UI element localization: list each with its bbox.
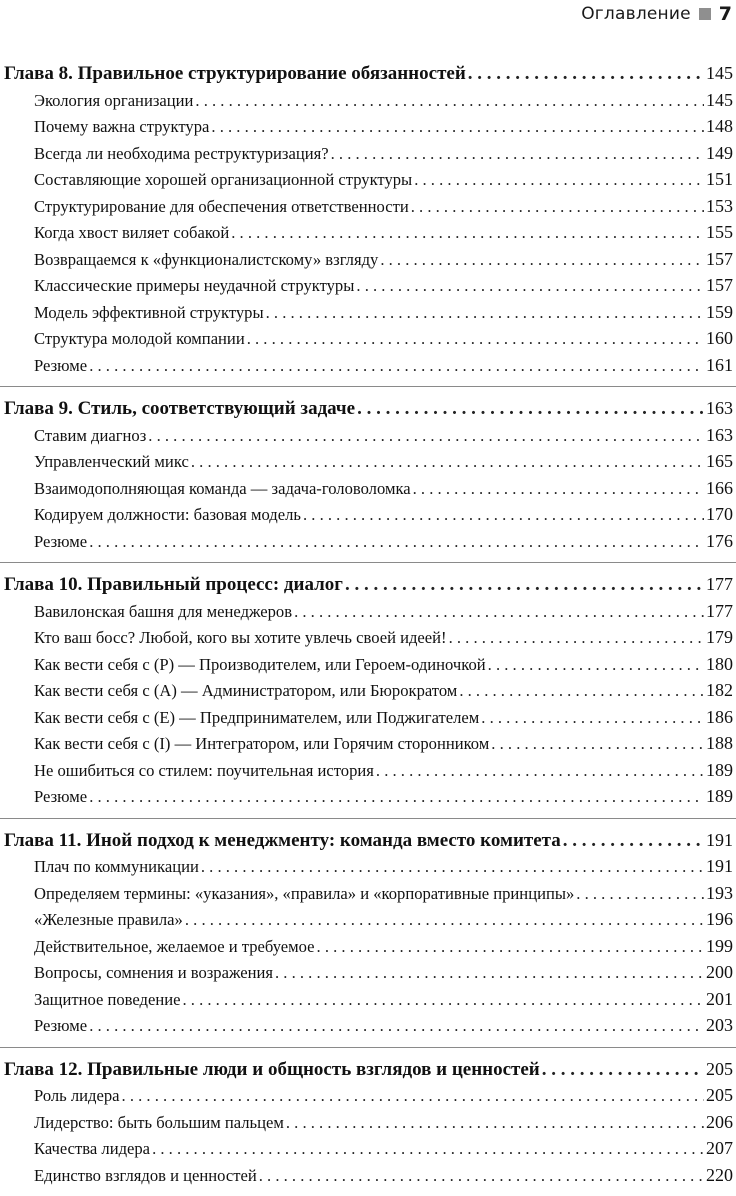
entry-title: Лидерство: быть большим пальцем — [34, 1112, 284, 1132]
entry-title: Структура молодой компании — [34, 329, 245, 348]
dot-leader — [380, 247, 704, 273]
toc-entry[interactable] — [0, 933, 736, 960]
toc-entry[interactable] — [0, 906, 736, 933]
chapter-page-number: 177 — [706, 574, 733, 594]
toc-entry[interactable] — [0, 475, 736, 502]
dot-leader — [411, 194, 704, 220]
chapter-block — [0, 818, 736, 1039]
toc-entry[interactable] — [0, 246, 736, 273]
toc-entry[interactable] — [0, 352, 736, 379]
entry-page-number: 191 — [706, 856, 733, 876]
entry-page-number: 161 — [706, 354, 733, 375]
chapter-entry[interactable] — [0, 1056, 736, 1083]
dot-leader — [211, 114, 704, 140]
toc-entry[interactable] — [0, 501, 736, 528]
dot-leader — [576, 881, 704, 907]
entry-page-number: 201 — [706, 988, 733, 1009]
chapter-entry[interactable] — [0, 395, 736, 422]
chapter-entry[interactable] — [0, 827, 736, 854]
entry-page-number: 200 — [706, 962, 733, 982]
entry-title: Почему важна структура — [34, 117, 210, 136]
toc-entry[interactable] — [0, 140, 736, 167]
dot-leader — [345, 572, 704, 598]
dot-leader — [488, 652, 704, 678]
chapter-title: Глава 12. Правильные люди и общность взглядов и ценностей — [4, 1058, 540, 1080]
entry-title: Возвращаемся к «функционалистскому» взгляду — [34, 249, 379, 269]
entry-title: Взаимодополняющая команда — задача-головоломка — [34, 478, 411, 498]
toc-entry[interactable] — [0, 299, 736, 326]
dot-leader — [247, 326, 704, 352]
entry-page-number: 180 — [706, 653, 733, 674]
dot-leader — [449, 625, 704, 651]
dot-leader — [195, 88, 704, 114]
dot-leader — [356, 273, 704, 299]
toc-entry[interactable] — [0, 193, 736, 220]
entry-title: Модель эффективной структуры — [34, 302, 264, 322]
entry-title: Классические примеры неудачной структуры — [34, 276, 355, 295]
entry-page-number: 207 — [706, 1138, 733, 1158]
dot-leader — [191, 449, 704, 475]
entry-title: Единство взглядов и ценностей — [34, 1165, 257, 1185]
entry-title: Вопросы, сомнения и возражения — [34, 963, 273, 982]
entry-page-number: 159 — [706, 301, 733, 322]
dot-leader — [331, 141, 704, 167]
dot-leader — [152, 1136, 704, 1162]
dot-leader — [294, 599, 704, 625]
entry-page-number: 203 — [706, 1015, 733, 1035]
toc-entry[interactable] — [0, 853, 736, 880]
entry-page-number: 196 — [706, 909, 733, 929]
entry-page-number: 157 — [706, 248, 733, 269]
toc-entry[interactable] — [0, 219, 736, 246]
chapter-entry[interactable] — [0, 60, 736, 87]
entry-page-number: 165 — [706, 451, 733, 471]
entry-title: Как вести себя с (A) — Администратором, или Бюрократом — [34, 681, 458, 700]
header-page-number: 7 — [718, 3, 732, 25]
toc-entry[interactable] — [0, 1012, 736, 1039]
entry-title: Защитное поведение — [34, 989, 181, 1009]
entry-title: Как вести себя с (E) — Предпринимателем, или Поджигателем — [34, 707, 480, 727]
chapter-page-number: 145 — [706, 63, 733, 83]
entry-page-number: 186 — [706, 706, 733, 727]
toc-entry[interactable] — [0, 704, 736, 731]
header-section-title: Оглавление — [581, 4, 691, 24]
entry-title: Резюме — [34, 355, 88, 375]
chapter-title: Глава 9. Стиль, соответствующий задаче — [4, 398, 356, 419]
entry-title: Когда хвост виляет собакой — [34, 223, 230, 242]
entry-title: Качества лидера — [34, 1139, 151, 1158]
toc-entry[interactable] — [0, 272, 736, 299]
chapter-entry[interactable] — [0, 571, 736, 598]
entry-title: Вавилонская башня для менеджеров — [34, 601, 293, 621]
entry-title: Экология организации — [34, 90, 194, 110]
entry-title: Резюме — [34, 787, 88, 806]
running-header — [581, 0, 732, 28]
entry-page-number: 160 — [706, 328, 733, 348]
dot-leader — [266, 300, 704, 326]
toc-entry[interactable] — [0, 166, 736, 193]
chapter-block — [0, 562, 736, 810]
entry-page-number: 151 — [706, 169, 733, 189]
dot-leader — [468, 61, 704, 87]
toc-entry[interactable] — [0, 880, 736, 907]
entry-title: «Железные правила» — [34, 910, 183, 929]
entry-page-number: 199 — [706, 935, 733, 956]
entry-page-number: 149 — [706, 142, 733, 163]
dot-leader — [89, 784, 704, 810]
chapter-block — [0, 60, 736, 378]
entry-title: Роль лидера — [34, 1086, 120, 1105]
dot-leader — [459, 678, 704, 704]
chapter-title: Глава 10. Правильный процесс: диалог — [4, 574, 343, 595]
entry-title: Ставим диагноз — [34, 425, 147, 445]
entry-page-number: 188 — [706, 733, 733, 753]
dot-leader — [275, 960, 704, 986]
chapter-block — [0, 386, 736, 554]
entry-page-number: 148 — [706, 116, 733, 136]
dot-leader — [563, 828, 704, 854]
dot-leader — [542, 1057, 704, 1083]
entry-title: Составляющие хорошей организационной структуры — [34, 170, 413, 189]
dot-leader — [376, 758, 704, 784]
toc-entry[interactable] — [0, 598, 736, 625]
dot-leader — [413, 476, 704, 502]
chapter-page-number: 205 — [706, 1058, 733, 1079]
toc-entry[interactable] — [0, 1082, 736, 1109]
entry-page-number: 205 — [706, 1085, 733, 1105]
entry-page-number: 176 — [706, 530, 733, 551]
entry-title: Резюме — [34, 531, 88, 551]
entry-page-number: 166 — [706, 477, 733, 498]
toc-entry[interactable] — [0, 1135, 736, 1162]
dot-leader — [182, 987, 704, 1013]
entry-title: Не ошибиться со стилем: поучительная история — [34, 760, 374, 780]
entry-page-number: 157 — [706, 275, 733, 295]
dot-leader — [414, 167, 704, 193]
entry-page-number: 155 — [706, 222, 733, 242]
chapter-page-number: 163 — [706, 398, 733, 418]
entry-page-number: 179 — [706, 627, 733, 647]
entry-title: Резюме — [34, 1016, 88, 1035]
dot-leader — [89, 529, 704, 555]
entry-page-number: 189 — [706, 786, 733, 806]
dot-leader — [357, 396, 704, 422]
dot-leader — [481, 705, 704, 731]
dot-leader — [89, 1013, 704, 1039]
entry-title: Всегда ли необходима реструктуризация? — [34, 143, 329, 163]
toc-entry[interactable] — [0, 87, 736, 114]
square-icon — [699, 8, 711, 20]
entry-title: Как вести себя с (P) — Производителем, или Героем-одиночкой — [34, 654, 486, 674]
entry-title: Структурирование для обеспечения ответственности — [34, 196, 409, 216]
toc-entry[interactable] — [0, 730, 736, 757]
dot-leader — [89, 353, 704, 379]
chapter-title: Глава 11. Иной подход к менеджменту: команда вместо комитета — [4, 829, 561, 851]
toc-entry[interactable] — [0, 624, 736, 651]
entry-title: Кодируем должности: базовая модель — [34, 505, 301, 524]
toc-entry[interactable] — [0, 986, 736, 1013]
toc-entry[interactable] — [0, 783, 736, 810]
toc-entry[interactable] — [0, 448, 736, 475]
entry-page-number: 177 — [706, 600, 733, 621]
dot-leader — [185, 907, 704, 933]
dot-leader — [303, 502, 704, 528]
entry-page-number: 145 — [706, 89, 733, 110]
dot-leader — [491, 731, 704, 757]
entry-page-number: 170 — [706, 504, 733, 524]
entry-page-number: 193 — [706, 882, 733, 903]
table-of-contents — [0, 60, 736, 1196]
toc-entry[interactable] — [0, 113, 736, 140]
entry-page-number: 182 — [706, 680, 733, 700]
entry-title: Как вести себя с (I) — Интегратором, или Горячим сторонником — [34, 734, 490, 753]
dot-leader — [201, 854, 704, 880]
dot-leader — [317, 934, 704, 960]
entry-title: Кто ваш босс? Любой, кого вы хотите увлечь своей идеей! — [34, 628, 447, 647]
toc-entry[interactable] — [0, 1109, 736, 1136]
dot-leader — [259, 1163, 704, 1189]
toc-entry[interactable] — [0, 325, 736, 352]
dot-leader — [122, 1083, 704, 1109]
dot-leader — [231, 220, 704, 246]
toc-entry[interactable] — [0, 1162, 736, 1189]
entry-page-number: 163 — [706, 424, 733, 445]
entry-title: Определяем термины: «указания», «правила» и «корпоративные принципы» — [34, 883, 575, 903]
toc-entry[interactable] — [0, 528, 736, 555]
dot-leader — [286, 1110, 704, 1136]
entry-page-number: 220 — [706, 1164, 733, 1185]
entry-page-number: 189 — [706, 759, 733, 780]
toc-entry[interactable] — [0, 959, 736, 986]
entry-page-number: 153 — [706, 195, 733, 216]
toc-entry[interactable] — [0, 677, 736, 704]
chapter-title: Глава 8. Правильное структурирование обязанностей — [4, 63, 466, 84]
toc-entry[interactable] — [0, 422, 736, 449]
entry-title: Управленческий микс — [34, 452, 189, 471]
chapter-page-number: 191 — [706, 829, 733, 850]
toc-entry[interactable] — [0, 651, 736, 678]
chapter-block — [0, 1047, 736, 1189]
dot-leader — [148, 423, 704, 449]
entry-title: Действительное, желаемое и требуемое — [34, 936, 315, 956]
entry-page-number: 206 — [706, 1111, 733, 1132]
entry-title: Плач по коммуникации — [34, 857, 199, 876]
toc-entry[interactable] — [0, 757, 736, 784]
